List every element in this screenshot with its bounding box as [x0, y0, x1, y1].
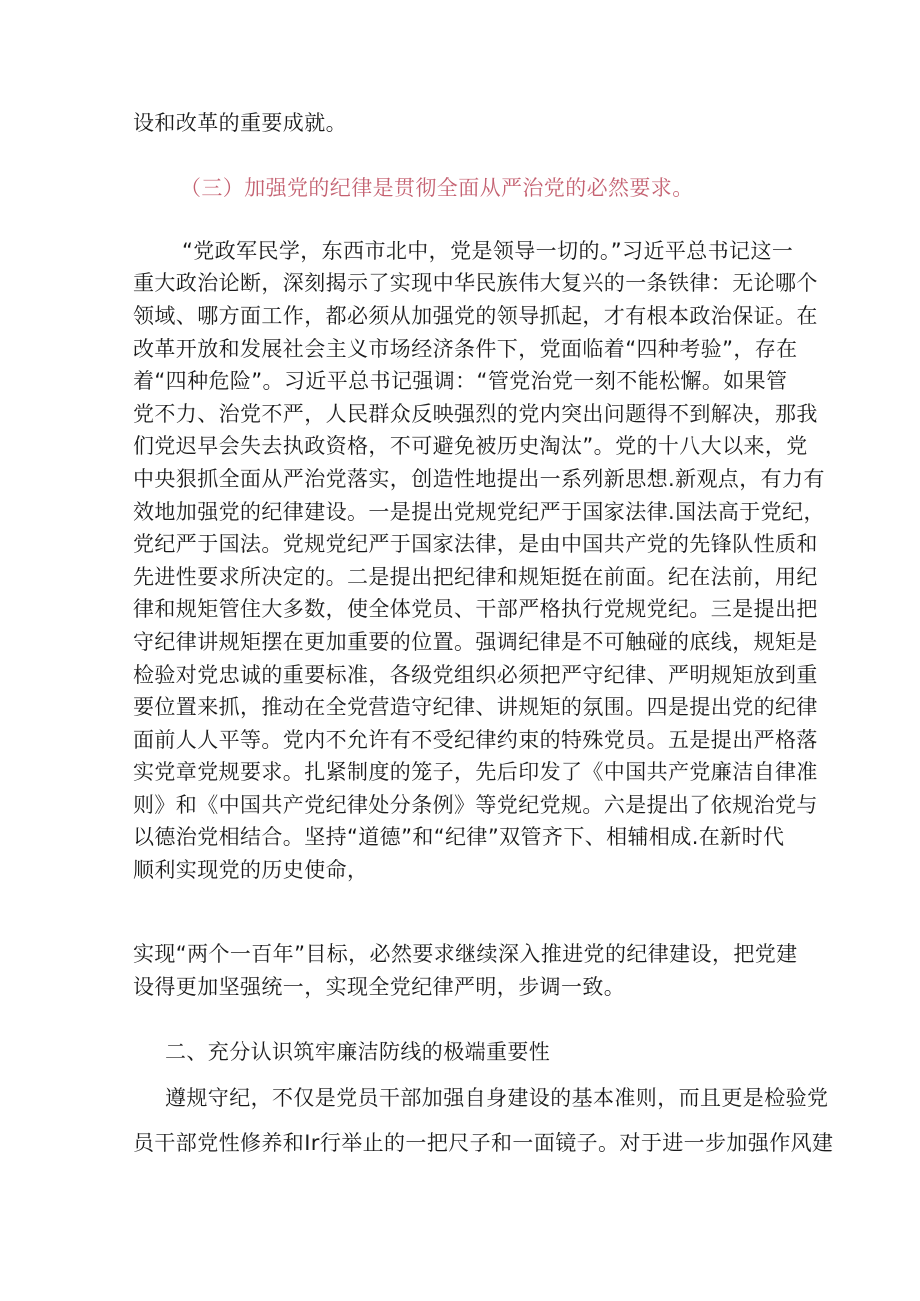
text-line: 党不力、治党不严，人民群众反映强烈的党内突出问题得不到解决，那我 — [133, 402, 818, 426]
text-line: 着“四种危险”。习近平总书记强调：“管党治党一刻不能松懈。如果管 — [133, 369, 788, 393]
text-line: 设和改革的重要成就。 — [133, 111, 347, 135]
text-line: 守纪律讲规矩摆在更加重要的位置。强调纪律是不可触碰的底线，规矩是 — [133, 630, 818, 654]
text-line: 律和规矩管住大多数，使全体党员、干部严格执行党规党纪。三是提出把 — [133, 597, 818, 621]
text-line: 领域、哪方面工作，都必须从加强党的领导抓起，才有根本政治保证。在 — [133, 304, 818, 328]
text-line: 实现“两个一百年”目标，必然要求继续深入推进党的纪律建设，把党建 — [133, 942, 798, 966]
text-line: 遵规守纪，不仅是党员干部加强自身建设的基本准则，而且更是检验党 — [165, 1086, 829, 1110]
text-line: 改革开放和发展社会主义市场经济条件下，党面临着“四种考验”，存在 — [133, 337, 798, 361]
text-line: 党纪严于国法。党规党纪严于国家法律，是由中国共产党的先锋队性质和 — [133, 532, 818, 556]
text-line: “党政军民学，东西市北中，党是领导一切的。”习近平总书记这一 — [182, 239, 794, 263]
text-line: 顺利实现党的历史使命， — [133, 858, 369, 882]
text-line: 效地加强党的纪律建设。一是提出党规党纪严于国家法律.国法高于党纪， — [133, 500, 825, 524]
text-line: 中央狠抓全面从严治党落实，创造性地提出一系列新思想.新观点，有力有 — [133, 467, 825, 491]
text-line: 则》和《中国共产党纪律处分条例》等党纪党规。六是提出了依规治党与 — [133, 793, 818, 817]
text-line: 设得更加坚强统一，实现全党纪律严明，步调一致。 — [133, 975, 626, 999]
section-heading: 二、充分认识筑牢廉洁防线的极端重要性 — [165, 1040, 551, 1064]
text-line: 面前人人平等。党内不允许有不受纪律约束的特殊党员。五是提出严格落 — [133, 728, 818, 752]
text-line: 以德治党相结合。坚持“道德”和“纪律”双管齐下、相辅相成.在新时代 — [133, 825, 785, 849]
text-line: 先进性要求所决定的。二是提出把纪律和规矩挺在前面。纪在法前，用纪 — [133, 565, 818, 589]
text-line: 要位置来抓，推动在全党营造守纪律、讲规矩的氛围。四是提出党的纪律 — [133, 695, 818, 719]
text-line: 实党章党规要求。扎紧制度的笼子，先后印发了《中国共产党廉洁自律准 — [133, 760, 818, 784]
text-line: 重大政治论断，深刻揭示了实现中华民族伟大复兴的一条铁律：无论哪个 — [133, 271, 818, 295]
text-line: 检验对党忠诚的重要标准，各级党组织必须把严守纪律、严明规矩放到重 — [133, 663, 818, 687]
text-line: 们党迟早会失去执政资格，不可避免被历史淘汰”。党的十八大以来，党 — [133, 434, 808, 458]
text-line: 员干部党性修养和Ir行举止的一把尺子和一面镜子。对于进一步加强作风建 — [133, 1131, 834, 1155]
section-heading: （三）加强党的纪律是贯彻全面从严治党的必然要求。 — [180, 176, 694, 200]
